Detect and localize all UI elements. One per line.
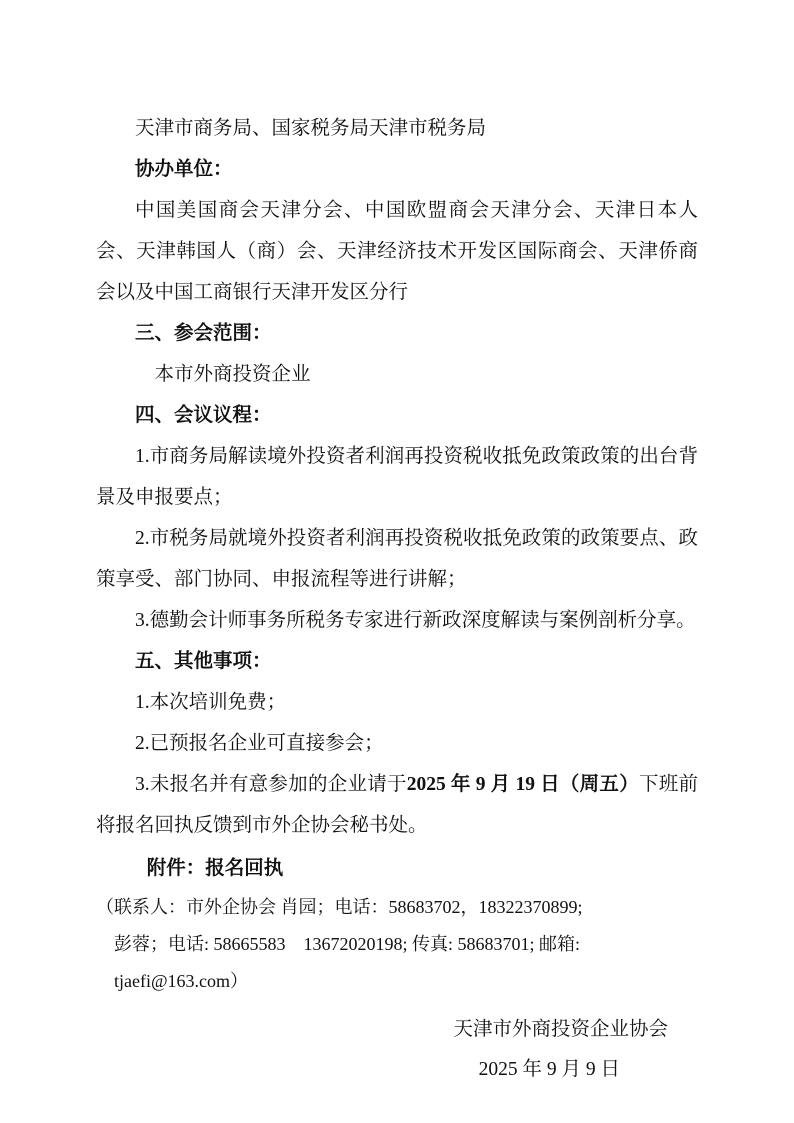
- section-5-item-1: 1.本次培训免费；: [135, 692, 287, 713]
- signature-date: 2025 年 9 月 9 日: [478, 1059, 620, 1080]
- signature-organization: 天津市外商投资企业协会: [453, 1019, 668, 1040]
- section-4-item-1: 1.市商务局解读境外投资者利润再投资税收抵免政策政策的出台背景及申报要点；: [96, 446, 698, 508]
- organizers-line: 天津市商务局、国家税务局天津市税务局: [135, 118, 487, 139]
- section-5-heading: 五、其他事项：: [135, 651, 272, 672]
- co-organizer-body: 中国美国商会天津分会、中国欧盟商会天津分会、天津日本人会、天津韩国人（商）会、天津经济技术开发区国际商会、天津侨商会以及中国工商银行天津开发区分行: [96, 200, 698, 303]
- co-organizer-heading: 协办单位：: [135, 159, 233, 180]
- contact-line-3: tjaefi@163.com）: [114, 971, 249, 991]
- document-body: [96, 108, 698, 1090]
- section-5-item-3: [96, 764, 698, 846]
- section-4-heading: 四、会议议程：: [135, 405, 272, 426]
- section-5-deadline: 2025 年 9 月 19 日（周五）: [406, 774, 639, 795]
- section-4-item-2: 2.市税务局就境外投资者利润再投资税收抵免政策的政策要点、政策享受、部门协同、申报流程等进行讲解；: [96, 528, 698, 590]
- section-3-body: 本市外商投资企业: [154, 364, 311, 385]
- attachment-title: 附件：报名回执: [146, 858, 284, 879]
- section-5-item-3-prefix: 3.未报名并有意参加的企业请于: [135, 774, 407, 795]
- section-5-item-2: 2.已预报名企业可直接参会；: [135, 733, 384, 754]
- contact-line-1: （联系人：市外企协会 肖园；电话：58683702，18322370899;: [96, 897, 583, 917]
- section-3-heading: 三、参会范围：: [135, 323, 272, 344]
- section-4-item-3: 3.德勤会计师事务所税务专家进行新政深度解读与案例剖析分享。: [135, 610, 696, 631]
- section-5-item-3-suffix: 下班前将报名回执反馈到市外企协会秘书处。: [96, 774, 698, 836]
- contact-line-2: 彭蓉；电话: 58665583 13672020198; 传真: 58683701; 邮箱:: [114, 934, 581, 954]
